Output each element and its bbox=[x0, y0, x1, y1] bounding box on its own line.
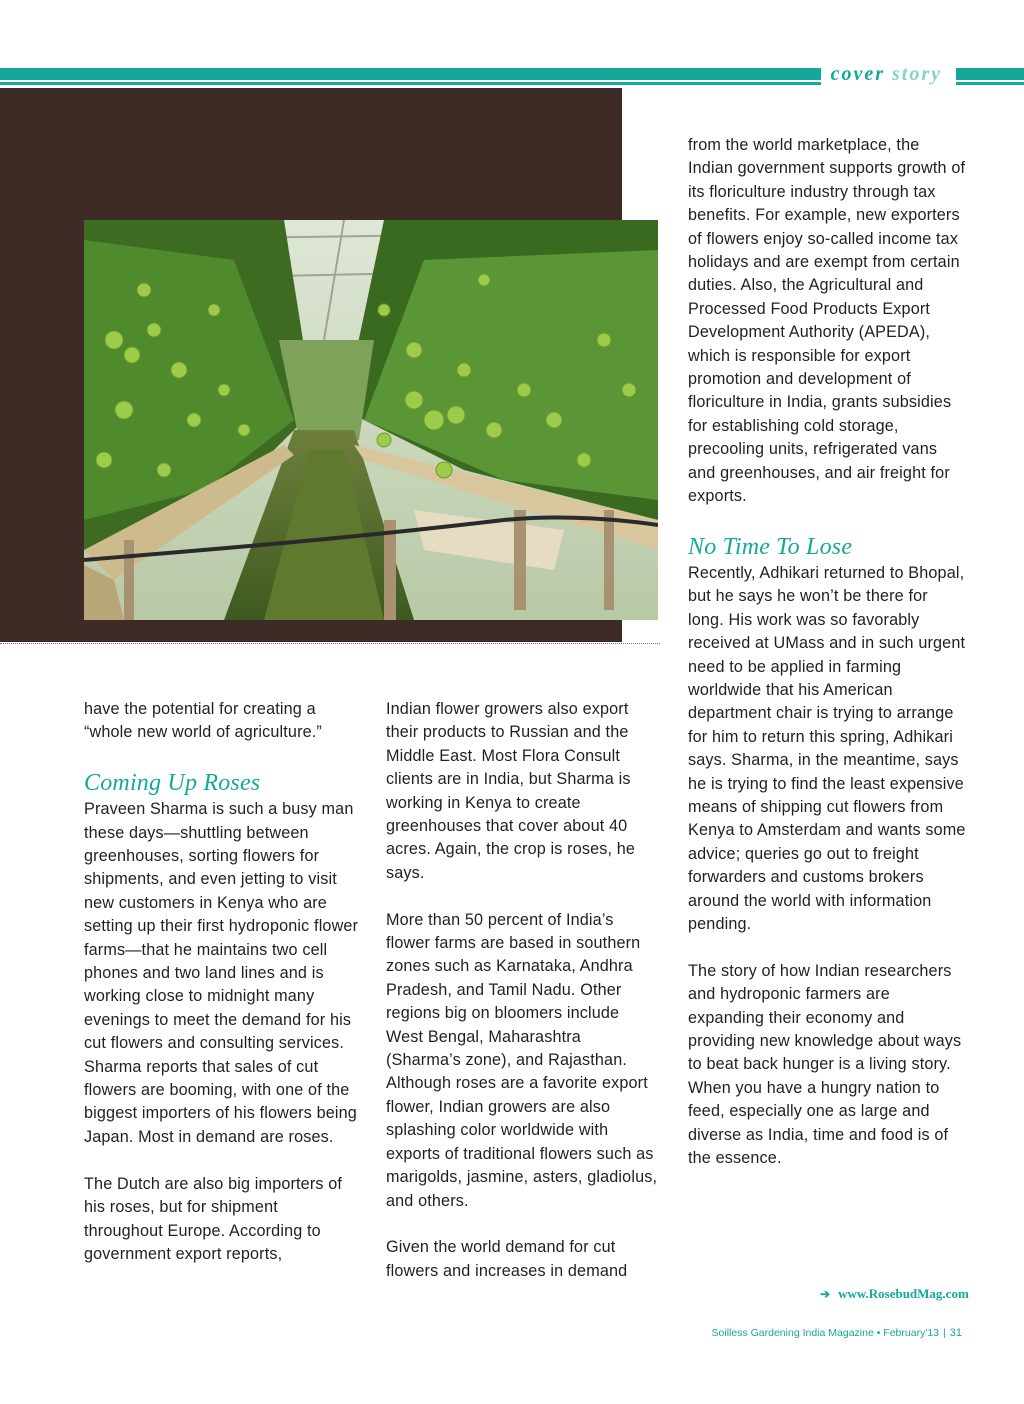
footer-magazine: Soilless Gardening India Magazine • February'13 bbox=[711, 1327, 940, 1339]
section-label-story: story bbox=[892, 63, 942, 85]
paragraph: Given the world demand for cut flowers and increases in demand bbox=[386, 1238, 628, 1280]
dotted-rule bbox=[0, 643, 660, 644]
paragraph: The Dutch are also big importers of his roses, but for shipment throughout Europe. According to government export reports, bbox=[84, 1174, 343, 1263]
paragraph: The story of how Indian researchers and hydroponic farmers are expanding their economy and providing new knowledge about ways to beat back hunger is a living story. When you have a hungry nation to feed, especially one as large and diverse as India, time and food is of the essence. bbox=[688, 961, 962, 1168]
subheading-coming-up-roses: Coming Up Roses bbox=[84, 770, 261, 797]
paragraph: Indian flower growers also export their products to Russian and the Middle East. Most Flora Consult clients are in India, but Sharma is working in Kenya to create greenhouses that cover about 40 acres. Again, the crop is roses, he says. bbox=[386, 700, 636, 882]
arrow-icon: ➔ bbox=[820, 1287, 831, 1301]
header-band-end bbox=[950, 68, 1024, 85]
website-url[interactable]: www.RosebudMag.com bbox=[838, 1286, 969, 1301]
section-label-cover: cover bbox=[830, 63, 885, 85]
footer-separator: | bbox=[943, 1327, 946, 1339]
paragraph: Recently, Adhikari returned to Bhopal, but he says he won’t be there for long. His work was so favorably received at UMass and in such urgent need to be applied in farming worldwide that his American department chair is trying to arrange for him to return this spring, Adhikari says. Sharma, in the meantime, says he is trying to find the least expensive means of shipping cut flowers from Kenya to Amsterdam and wants some advice; queries go out to freight forwarders and customs brokers around the world with information pending. bbox=[688, 563, 966, 933]
paragraph: have the potential for creating a “whole new world of agriculture.” bbox=[84, 700, 322, 742]
column-a bbox=[84, 698, 360, 1266]
paragraph: Praveen Sharma is such a busy man these days—shuttling between greenhouses, sorting flowers for shipments, and even jetting to visit new customers in Kenya who are setting up their first hydroponic flower farms—that he maintains two cell phones and two land lines and is working close to midnight many evenings to meet the demand for his cut flowers and consulting services. Sharma reports that sales of cut flowers are booming, with one of the biggest importers of his flowers being Japan. Most in demand are roses. bbox=[84, 800, 359, 1146]
page-number: 31 bbox=[949, 1327, 962, 1339]
page-footer bbox=[712, 1327, 962, 1339]
paragraph: More than 50 percent of India’s flower farms are based in southern zones such as Karnataka, Andhra Pradesh, and Tamil Nadu. Other regions big on bloomers include West Bengal, Maharashtra (Sharma’s zone), and Rajasthan. Although roses are a favorite export flower, Indian growers are also splashing color worldwide with exports of traditional flowers such as marigolds, jasmine, asters, gladiolus, and others. bbox=[386, 910, 658, 1210]
column-c bbox=[688, 134, 968, 1170]
column-b bbox=[386, 698, 660, 1283]
subheading-no-time-to-lose: No Time To Lose bbox=[688, 533, 853, 560]
section-label bbox=[821, 62, 950, 86]
paragraph: from the world marketplace, the Indian government supports growth of its floriculture industry through tax benefits. For example, new exporters of flowers enjoy so-called income tax holidays and are exempt from certain duties. Also, the Agricultural and Processed Food Products Export Development Authority (APEDA), which is responsible for export promotion and development of floriculture in India, grants subsidies for establishing cold storage, precooling units, refrigerated vans and greenhouses, and air freight for exports. bbox=[688, 136, 966, 506]
website-link[interactable] bbox=[820, 1286, 969, 1302]
tomato-greenhouse-photo bbox=[84, 220, 658, 620]
